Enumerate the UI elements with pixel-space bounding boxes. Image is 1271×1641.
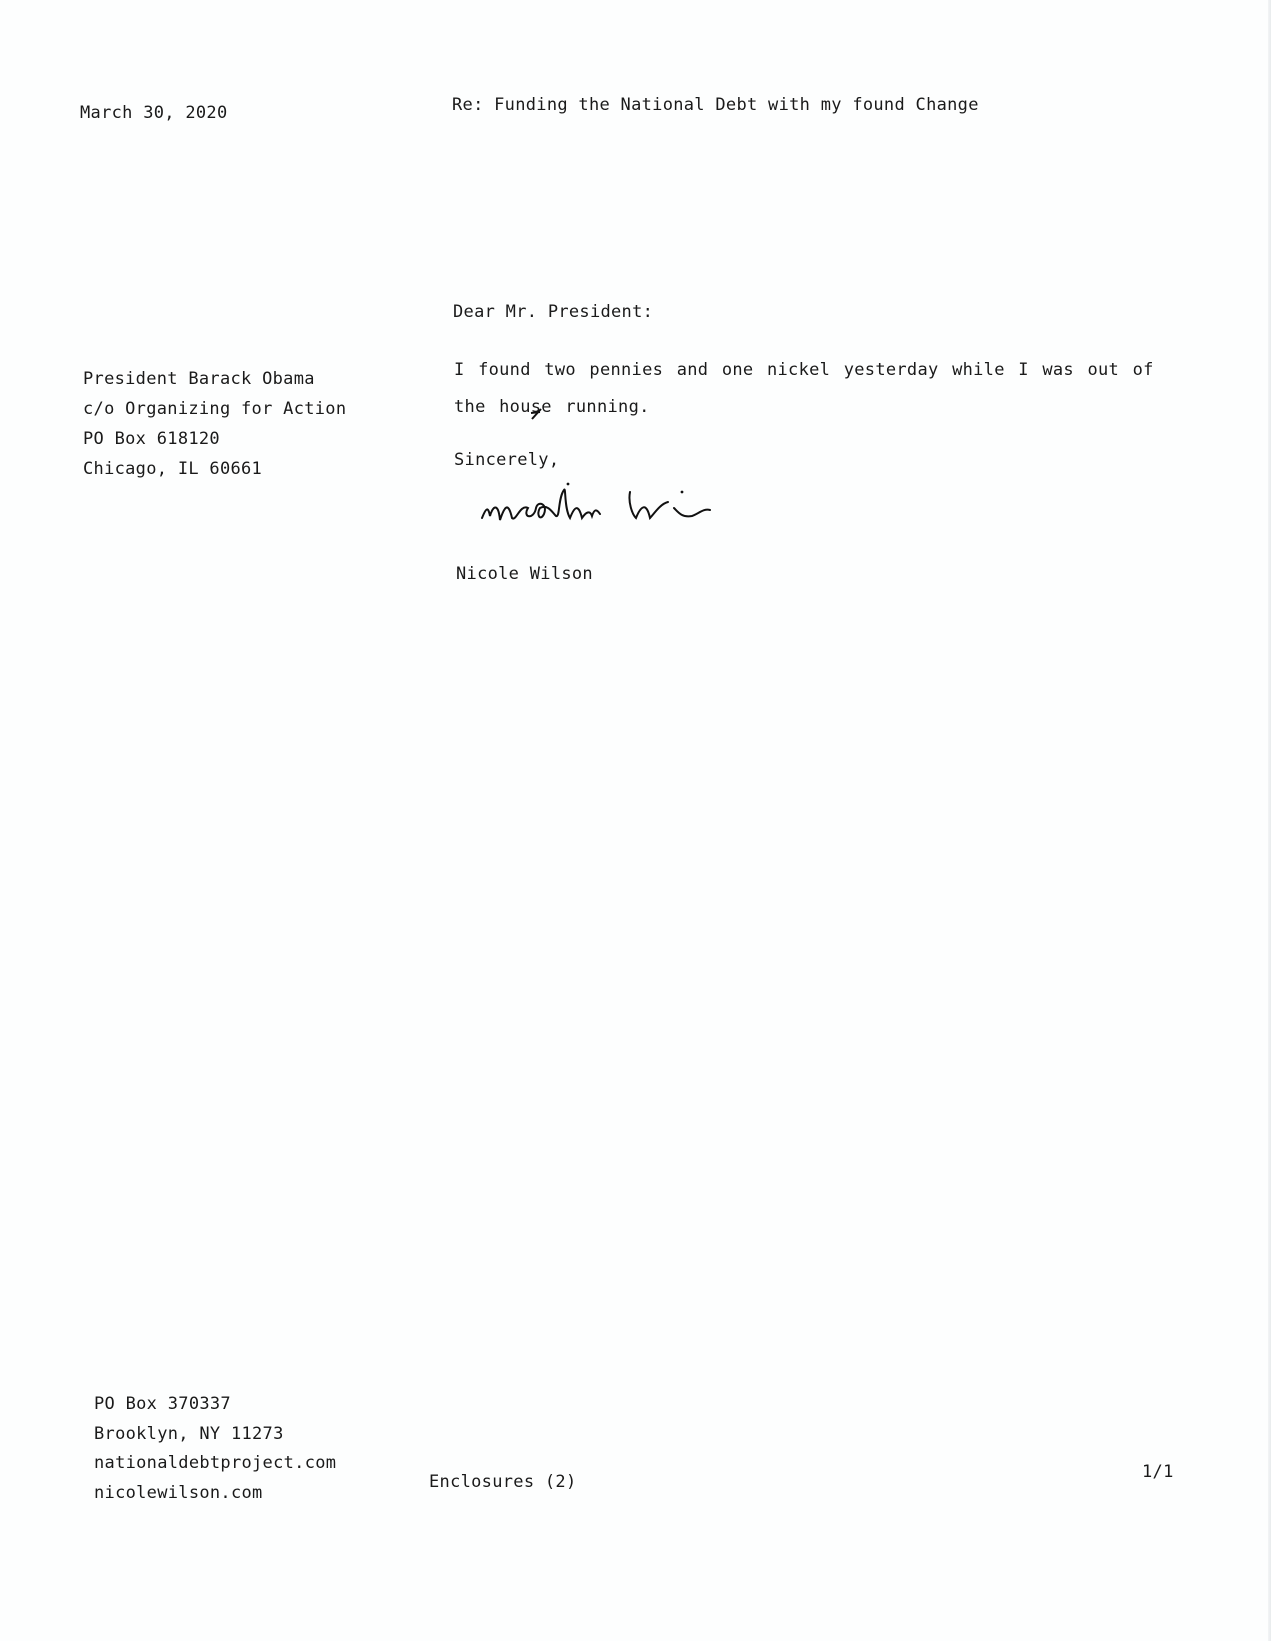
page-number: 1/1 [1142, 1462, 1174, 1482]
letter-body [454, 352, 1164, 426]
return-address-line: Brooklyn, NY 11273 [94, 1423, 284, 1444]
letter-subject: Re: Funding the National Debt with my found Change [452, 95, 979, 115]
recipient-line: Chicago, IL 60661 [83, 459, 263, 479]
return-address-line: PO Box 370337 [94, 1394, 231, 1414]
recipient-line: PO Box 618120 [83, 429, 220, 449]
corrected-letter: s [530, 397, 542, 417]
enclosures-note: Enclosures (2) [429, 1472, 577, 1492]
handwritten-signature [478, 478, 748, 538]
return-address-line: nationaldebtproject.com [94, 1453, 337, 1473]
strike-mark-icon [530, 405, 542, 423]
closing: Sincerely, [454, 450, 560, 470]
return-address-line: nicolewilson.com [94, 1482, 263, 1503]
recipient-address [83, 364, 346, 484]
handwritten-correction [531, 397, 542, 417]
letter-date: March 30, 2020 [80, 103, 228, 123]
body-text-start: I found two pennies and one nickel yesterday while I was out of the hou [454, 360, 1154, 417]
recipient-line: c/o Organizing for Action [83, 399, 347, 419]
signer-name: Nicole Wilson [456, 564, 593, 584]
body-text-end: e running. [541, 397, 650, 417]
salutation: Dear Mr. President: [453, 302, 654, 322]
return-address [94, 1390, 336, 1508]
recipient-line: President Barack Obama [83, 369, 315, 389]
